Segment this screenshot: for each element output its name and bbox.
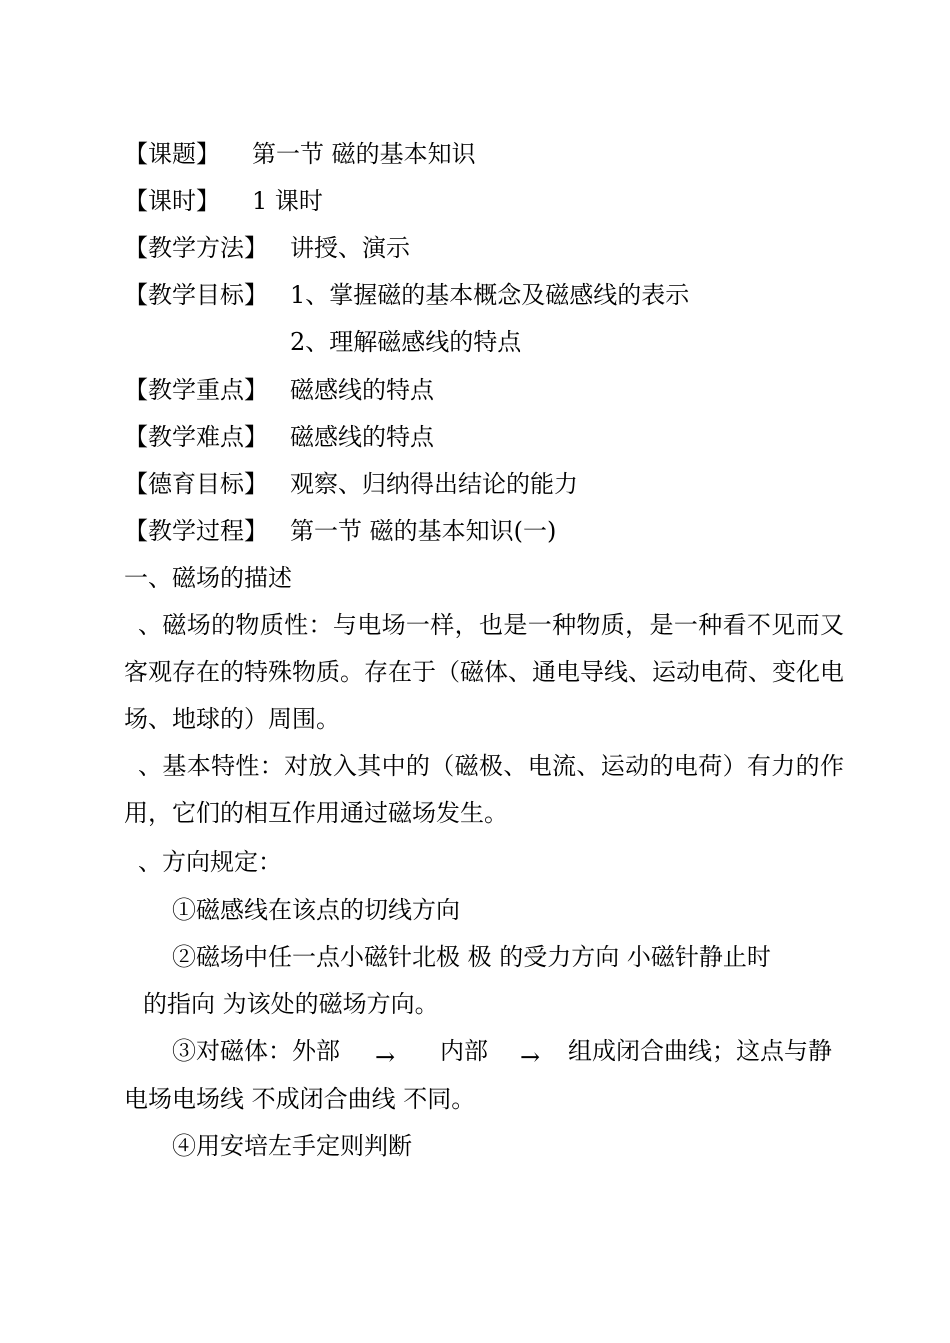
list-item-3-part-a: ③对磁体：外部 bbox=[172, 1037, 340, 1065]
paragraph-direction: 、方向规定： bbox=[138, 848, 282, 876]
row-hours-label: 【课时】 bbox=[124, 187, 220, 215]
row-hours-value: 1 课时 bbox=[252, 187, 323, 215]
row-difficulty-value: 磁感线的特点 bbox=[290, 423, 434, 451]
arrow-right-icon: → bbox=[520, 1043, 541, 1071]
row-goal-label: 【教学目标】 bbox=[124, 281, 268, 309]
list-item-2-line-1: ②磁场中任一点小磁针北极 极 的受力方向 小磁针静止时 bbox=[172, 943, 771, 971]
row-process-label: 【教学过程】 bbox=[124, 517, 268, 545]
paragraph-material: 、磁场的物质性：与电场一样，也是一种物质，是一种看不见而又客观存在的特殊物质。存在于（磁体、通电导线、运动电荷、变化电场、地球的）周围。 bbox=[124, 611, 844, 733]
list-item-1: ①磁感线在该点的切线方向 bbox=[172, 896, 460, 924]
row-method-label: 【教学方法】 bbox=[124, 234, 268, 262]
list-item-3-part-b: 内部 bbox=[440, 1037, 488, 1065]
row-topic-value: 第一节 磁的基本知识 bbox=[252, 140, 476, 168]
row-focus-label: 【教学重点】 bbox=[124, 376, 268, 404]
row-focus-value: 磁感线的特点 bbox=[290, 376, 434, 404]
list-item-3-part-c: 组成闭合曲线；这点与静 bbox=[568, 1037, 832, 1065]
row-difficulty-label: 【教学难点】 bbox=[124, 423, 268, 451]
row-goal-value-2: 2、理解磁感线的特点 bbox=[290, 328, 522, 356]
list-item-4: ④用安培左手定则判断 bbox=[172, 1132, 412, 1160]
row-moral-goal-label: 【德育目标】 bbox=[124, 470, 268, 498]
row-topic-label: 【课题】 bbox=[124, 140, 220, 168]
list-item-3-line-2: 电场电场线 不成闭合曲线 不同。 bbox=[124, 1085, 476, 1113]
section-heading: 一、磁场的描述 bbox=[124, 564, 292, 592]
row-method-value: 讲授、演示 bbox=[290, 234, 410, 262]
list-item-3-line-1 bbox=[0, 1039, 950, 1069]
paragraph-property: 、基本特性：对放入其中的（磁极、电流、运动的电荷）有力的作用，它们的相互作用通过磁场发生。 bbox=[124, 752, 844, 827]
row-process-value: 第一节 磁的基本知识(一) bbox=[290, 517, 557, 545]
row-goal-value-1: 1、掌握磁的基本概念及磁感线的表示 bbox=[290, 281, 690, 309]
list-item-2-line-2: 的指向 为该处的磁场方向。 bbox=[143, 990, 439, 1018]
row-moral-goal-value: 观察、归纳得出结论的能力 bbox=[290, 470, 578, 498]
arrow-right-icon: → bbox=[375, 1043, 396, 1071]
